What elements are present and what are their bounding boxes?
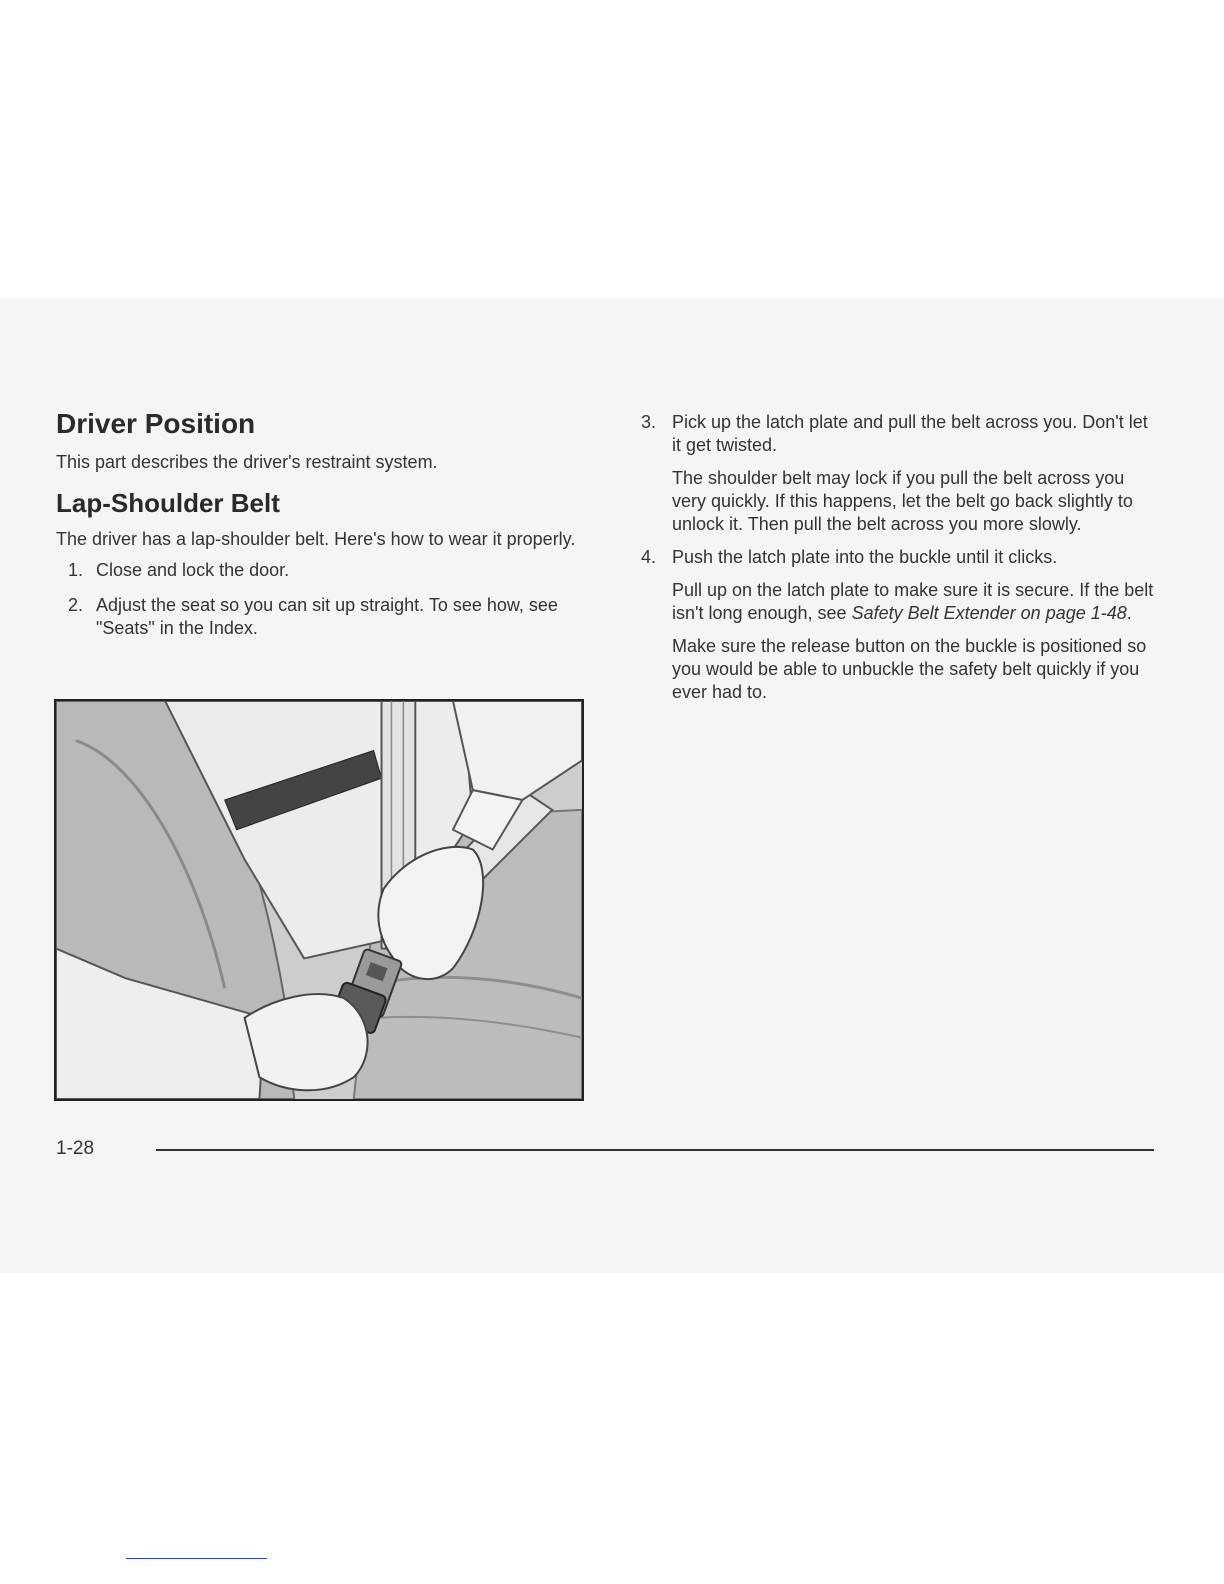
- section-title: Driver Position: [56, 408, 256, 439]
- intro-text: This part describes the driver's restraint system.: [56, 452, 438, 472]
- step-note: [672, 579, 1161, 625]
- step-text: Push the latch plate into the buckle until it clicks.: [672, 547, 1058, 567]
- step-text: Pick up the latch plate and pull the belt across you. Don't let it get twisted.: [672, 412, 1148, 455]
- seatbelt-illustration: [54, 699, 584, 1101]
- step-number: 1.: [68, 560, 84, 580]
- step-text: Close and lock the door.: [96, 560, 290, 580]
- list-item-step-1: [56, 559, 591, 582]
- link-underline[interactable]: [126, 1558, 267, 1559]
- step-note-2: Make sure the release button on the buckle is positioned so you would be able to unbuckle the safety belt quickly if you ever had to.: [672, 636, 1147, 702]
- list-item-step-3: [641, 411, 1161, 536]
- note-text-end: .: [1126, 603, 1132, 623]
- page-number: 1-28: [56, 1138, 95, 1159]
- step-number: 3.: [641, 412, 657, 432]
- list-item-step-2: [56, 594, 591, 640]
- left-column: [56, 405, 591, 640]
- right-column: [641, 411, 1161, 704]
- description-text: The driver has a lap-shoulder belt. Here's how to wear it properly.: [56, 529, 576, 549]
- step-number: 2.: [68, 595, 84, 615]
- list-item-step-4: [641, 546, 1161, 704]
- subsection-title: Lap-Shoulder Belt: [56, 488, 280, 518]
- cross-reference: Safety Belt Extender on page 1-48: [851, 603, 1127, 623]
- step-note: The shoulder belt may lock if you pull the belt across you very quickly. If this happens, let the belt go back slightly to unlock it. Then pull the belt across you more slowly.: [672, 468, 1133, 534]
- seatbelt-drawing: [56, 701, 582, 1099]
- footer-divider: [156, 1149, 1154, 1151]
- steps-list: [56, 559, 591, 640]
- step-text: Adjust the seat so you can sit up straight. To see how, see "Seats" in the Index.: [96, 595, 558, 638]
- step-number: 4.: [641, 547, 657, 567]
- note-text: Pull up on the latch plate to make sure it is secure. If the belt isn't long enough, see: [672, 580, 1154, 623]
